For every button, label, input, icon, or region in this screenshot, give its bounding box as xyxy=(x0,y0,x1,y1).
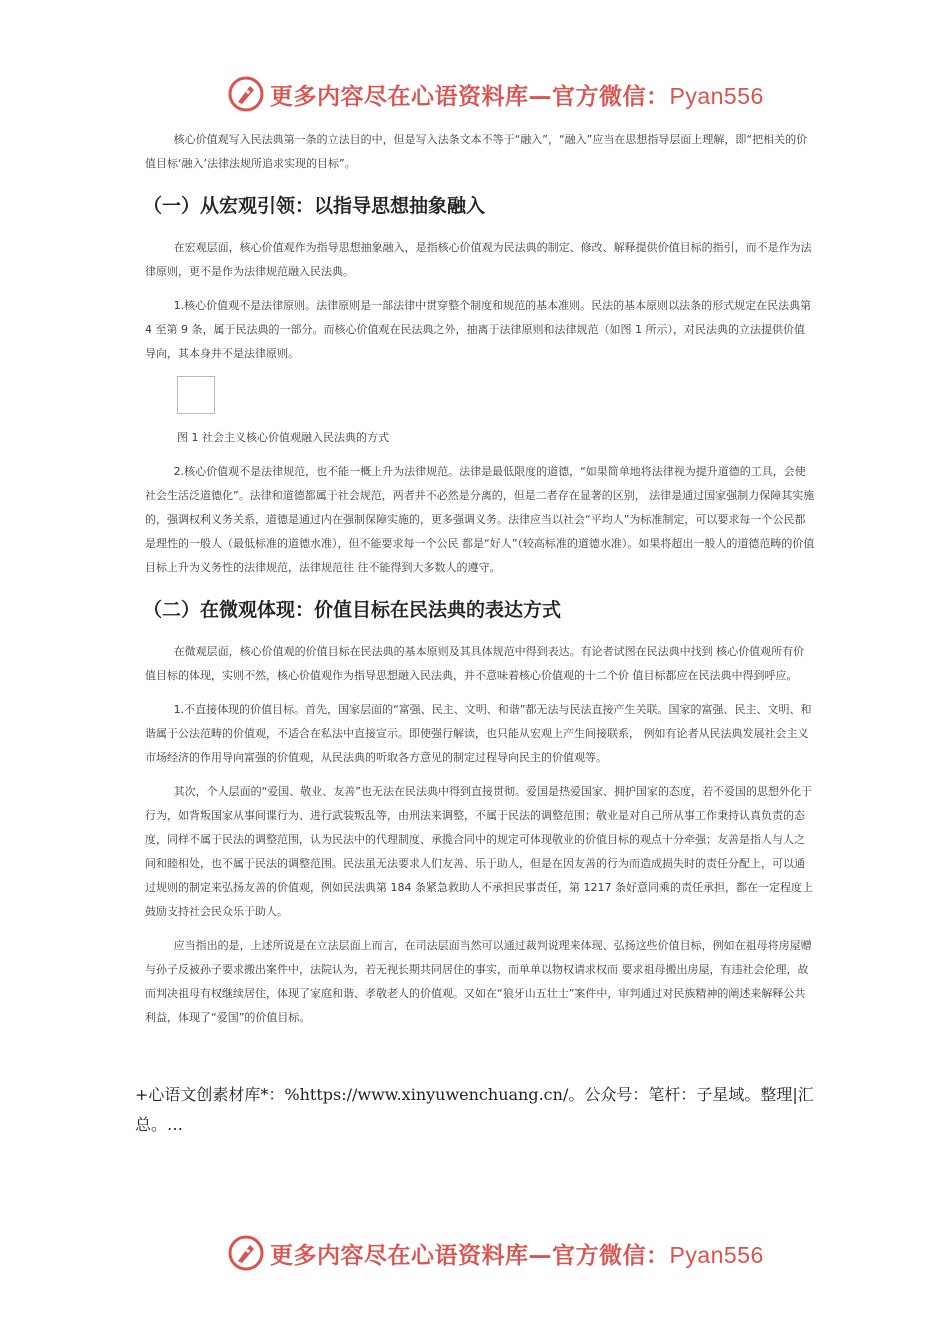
footer-banner xyxy=(0,1233,950,1273)
pen-nib-logo-icon xyxy=(228,1235,264,1271)
section-2-paragraph-4: 应当指出的是，上述所说是在立法层面上而言，在司法层面当然可以通过裁判说理来体现、弘扬这些价值目标，例如在祖母将房屋赠与孙子反被孙子要求搬出案件中，法院认为，若无视长期共同居住的事实，而单单以物权请求权而 要求祖母搬出房屋，有违社会伦理，故而判决祖母有权继续居住，体现了家庭和谐、孝敬老人的价值观。又如在“狼牙山五壮士”案件中，审判通过对民族精神的阐述来解释公共利益，体现了“爱国”的价值目标。 xyxy=(145,939,812,1024)
pen-nib-logo-icon xyxy=(228,76,264,112)
section-1-paragraph-1: 在宏观层面，核心价值观作为指导思想抽象融入，是指核心价值观为民法典的制定、修改、解释提供价值目标的指引，而不是作为法律原则，更不是作为法律规范融入民法典。 xyxy=(145,241,812,278)
section-2-paragraph-2: 1.不直接体现的价值目标。首先，国家层面的“富强、民主、文明、和谐”都无法与民法直接产生关联。国家的富强、民主、文明、和谐属于公法范畴的价值观，不适合在私法中直接宣示。即使强行解读，也只能从宏观上产生间接联系， 例如有论者从民法典发展社会主义市场经济的作用导向富强的价值观，从民法典的听取各方意见的制定过程导向民主的价值观等。 xyxy=(145,703,812,764)
figure-1-caption: 图 1 社会主义核心价值观融入民法典的方式 xyxy=(177,431,389,444)
document-body xyxy=(145,128,815,1040)
footer-note: +心语文创素材库*：%https://www.xinyuwenchuang.cn/。公众号：笔杆：子星域。整理|汇总。… xyxy=(135,1085,814,1134)
figure-1-placeholder xyxy=(177,376,215,414)
banner-text: 更多内容尽在心语资料库—官方微信：Pyan556 xyxy=(270,1242,764,1269)
section-2-paragraph-1: 在微观层面，核心价值观的价值目标在民法典的基本原则及其具体规范中得到表达。有论者试图在民法典中找到 核心价值观所有价值目标的体现，实则不然，核心价值观作为指导思想融入民法典，并不意味着核心价值观的十二个价 值目标都应在民法典中得到呼应。 xyxy=(145,645,805,682)
section-1-paragraph-3: 2.核心价值观不是法律规范，也不能一概上升为法律规范。法律是最低限度的道德，“如果简单地将法律视为提升道德的工具，会使社会生活泛道德化”。法律和道德都属于社会规范，两者并不必然是分离的，但是二者存在显著的区别， 法律是通过国家强制力保障其实施的，强调权利义务关系，道德是通过内在强制保障实施的，更多强调义务。法律应当以社会“平均人”为标准制定，可以要求每一个公民都是理性的一般人（最低标准的道德水准），但不能要求每一个公民 都是“好人”（较高标准的道德水准）。如果将超出一般人的道德范畴的价值目标上升为义务性的法律规范，法律规范往 往不能得到大多数人的遵守。 xyxy=(145,465,815,574)
section-1-heading: （一）从宏观引领：以指导思想抽象融入 xyxy=(143,195,486,217)
header-banner xyxy=(0,74,950,114)
section-2-heading: （二）在微观体现：价值目标在民法典的表达方式 xyxy=(143,599,562,621)
section-1-paragraph-2: 1.核心价值观不是法律原则。法律原则是一部法律中贯穿整个制度和规范的基本准则。民法的基本原则以法条的形式规定在民法典第 4 至第 9 条，属于民法典的一部分。而核心价值观在民法典之外，抽离于法律原则和法律规范（如图 1 所示），对民法典的立法提供价值导向，其本身并不是法律原则。 xyxy=(145,299,812,360)
banner-text: 更多内容尽在心语资料库—官方微信：Pyan556 xyxy=(270,83,764,110)
section-2-paragraph-3: 其次，个人层面的“爱国、敬业、友善”也无法在民法典中得到直接贯彻。爱国是热爱国家、拥护国家的态度，若不爱国的思想外化于行为，如背叛国家从事间谍行为、进行武装叛乱等，由刑法来调整，不属于民法的调整范围；敬业是对自己所从事工作秉持认真负责的态度，同样不属于民法的调整范围，认为民法中的代理制度、承揽合同中的规定可体现敬业的价值目标的观点十分牵强；友善是指人与人之间和睦相处，也不属于民法的调整范围。民法虽无法要求人们友善、乐于助人，但是在因友善的行为而造成损失时的责任分配上，可以通过规则的制定来弘扬友善的价值观，例如民法典第 184 条紧急救助人不承担民事责任，第 1217 条好意同乘的责任承担，都在一定程度上鼓励支持社会民众乐于助人。 xyxy=(145,785,813,918)
intro-paragraph: 核心价值观写入民法典第一条的立法目的中，但是写入法条文本不等于“融入”，“融入”应当在思想指导层面上理解，即“把相关的价值目标‘融入’法律法规所追求实现的目标”。 xyxy=(145,133,808,170)
